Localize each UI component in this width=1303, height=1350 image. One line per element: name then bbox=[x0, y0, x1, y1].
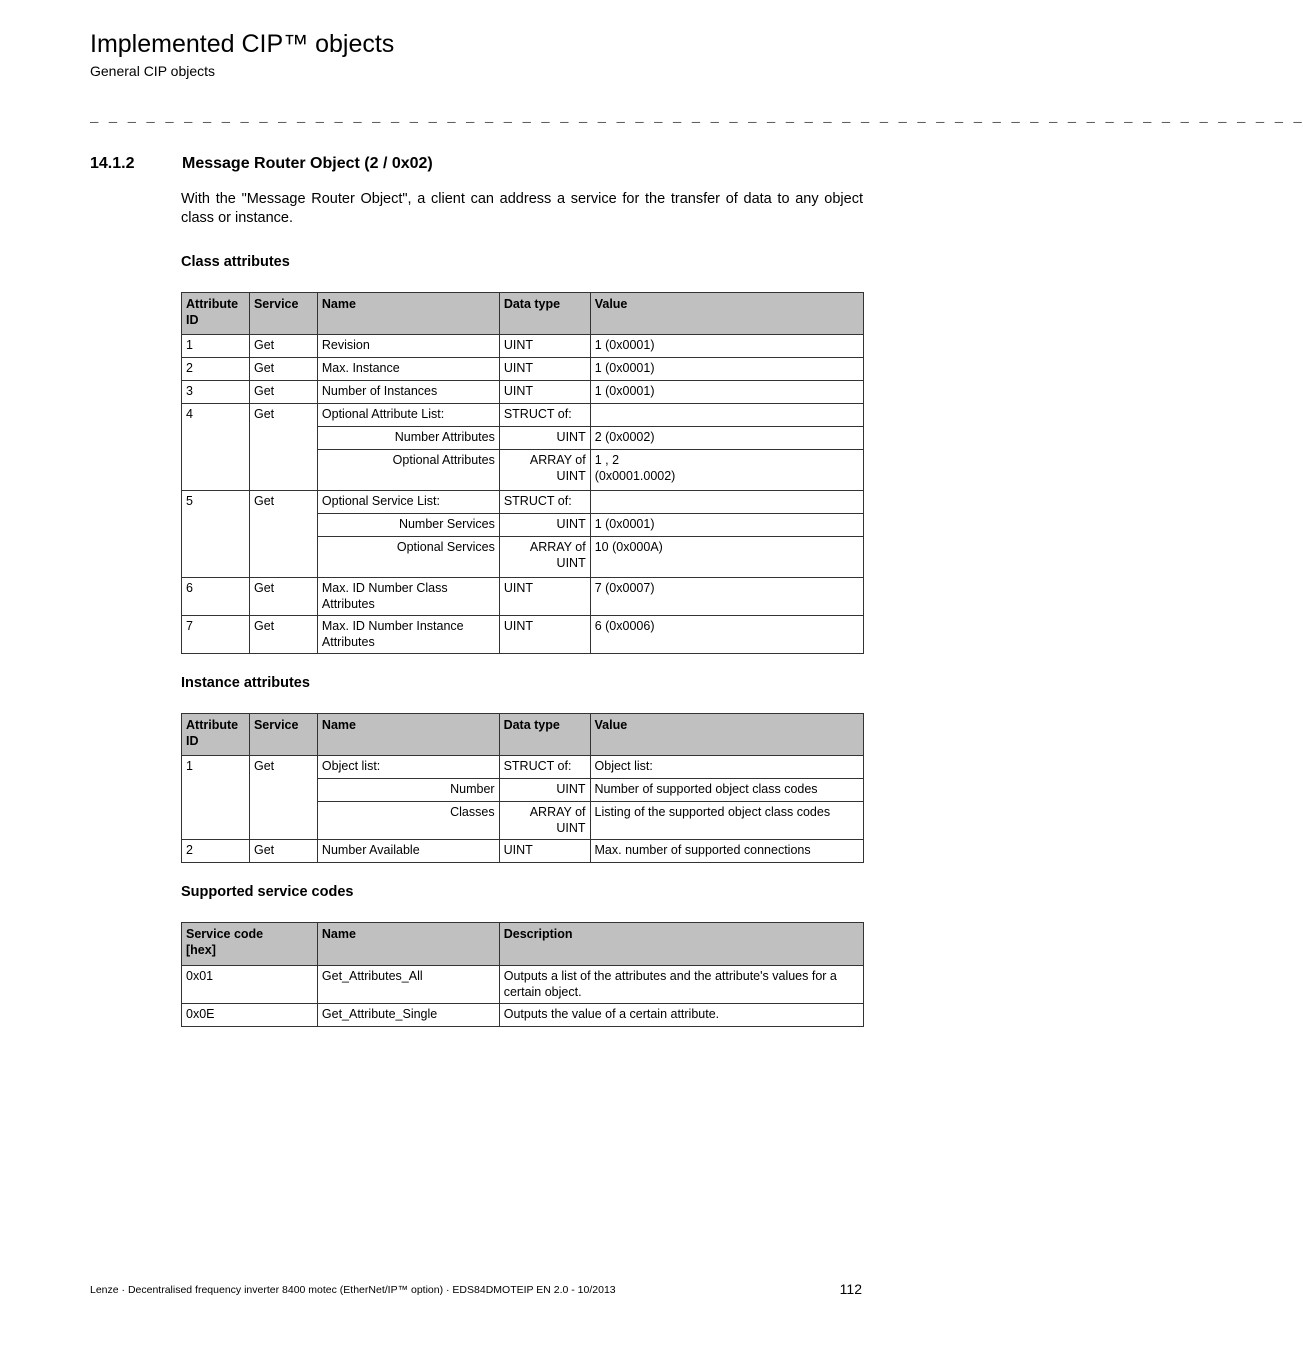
column-header: Data type bbox=[499, 714, 590, 756]
column-header: Data type bbox=[499, 293, 590, 335]
service-description: Outputs a list of the attributes and the attribute's values for a certain object. bbox=[499, 966, 863, 1004]
attribute-name: Optional Service List: bbox=[317, 491, 499, 514]
attribute-name: Optional Attribute List: bbox=[317, 404, 499, 427]
attribute-value: Number of supported object class codes bbox=[590, 779, 863, 802]
attribute-id: 6 bbox=[182, 578, 250, 616]
column-header: Attribute ID bbox=[182, 714, 250, 756]
column-header: Value bbox=[590, 714, 863, 756]
instance-attributes-heading: Instance attributes bbox=[181, 675, 310, 691]
service-description: Outputs the value of a certain attribute. bbox=[499, 1004, 863, 1027]
attribute-name: Number Available bbox=[317, 840, 499, 863]
service-code: 0x01 bbox=[182, 966, 318, 1004]
column-header: Name bbox=[317, 293, 499, 335]
service-codes-table bbox=[181, 922, 864, 1027]
attribute-id: 1 bbox=[182, 756, 250, 840]
column-header: Name bbox=[317, 923, 499, 966]
data-type: STRUCT of: bbox=[499, 404, 590, 427]
data-type: UINT bbox=[499, 358, 590, 381]
column-header: Service code [hex] bbox=[182, 923, 318, 966]
table-header-row bbox=[182, 923, 864, 966]
data-type: UINT bbox=[499, 779, 590, 802]
column-header: Value bbox=[590, 293, 863, 335]
service-codes-heading: Supported service codes bbox=[181, 884, 354, 900]
data-type: UINT bbox=[499, 381, 590, 404]
table-header-row bbox=[182, 293, 864, 335]
table-row bbox=[182, 966, 864, 1004]
attribute-name: Max. Instance bbox=[317, 358, 499, 381]
attribute-value: 1 (0x0001) bbox=[590, 381, 863, 404]
data-type: UINT bbox=[499, 578, 590, 616]
service: Get bbox=[249, 381, 317, 404]
attribute-value: Listing of the supported object class codes bbox=[590, 802, 863, 840]
column-header: Name bbox=[317, 714, 499, 756]
attribute-value bbox=[590, 491, 863, 514]
sub-attribute-name: Number Attributes bbox=[317, 427, 499, 450]
attribute-value: 1 , 2 (0x0001.0002) bbox=[590, 450, 863, 491]
data-type: ARRAY of UINT bbox=[499, 537, 590, 578]
sub-attribute-name: Number bbox=[317, 779, 499, 802]
service: Get bbox=[249, 616, 317, 654]
column-header: Attribute ID bbox=[182, 293, 250, 335]
data-type: UINT bbox=[499, 616, 590, 654]
attribute-id: 1 bbox=[182, 335, 250, 358]
section-title: Message Router Object (2 / 0x02) bbox=[182, 155, 433, 172]
column-header: Service bbox=[249, 293, 317, 335]
section-heading bbox=[90, 154, 433, 174]
class-attributes-table bbox=[181, 292, 864, 654]
attribute-name: Number of Instances bbox=[317, 381, 499, 404]
page-number: 112 bbox=[839, 1281, 862, 1297]
attribute-id: 3 bbox=[182, 381, 250, 404]
attribute-value: Object list: bbox=[590, 756, 863, 779]
data-type: STRUCT of: bbox=[499, 756, 590, 779]
attribute-value: Max. number of supported connections bbox=[590, 840, 863, 863]
service-name: Get_Attributes_All bbox=[317, 966, 499, 1004]
attribute-value: 1 (0x0001) bbox=[590, 358, 863, 381]
table-row bbox=[182, 756, 864, 779]
data-type: UINT bbox=[499, 427, 590, 450]
table-row bbox=[182, 381, 864, 404]
attribute-value: 6 (0x0006) bbox=[590, 616, 863, 654]
class-attributes-heading: Class attributes bbox=[181, 254, 290, 270]
service: Get bbox=[249, 840, 317, 863]
instance-attributes-table bbox=[181, 713, 864, 863]
separator-line: _ _ _ _ _ _ _ _ _ _ _ _ _ _ _ _ _ _ _ _ _ _ _ _ _ _ _ _ _ _ _ _ _ _ _ _ _ _ _ _ _ _ _ _ _ _ _ _ _ _ _ _ _ _ _ _ _ _ _ _ _ _ _ _ _ bbox=[90, 110, 1303, 126]
attribute-value: 1 (0x0001) bbox=[590, 514, 863, 537]
attribute-id: 4 bbox=[182, 404, 250, 491]
attribute-name: Revision bbox=[317, 335, 499, 358]
data-type: ARRAY of UINT bbox=[499, 802, 590, 840]
data-type: UINT bbox=[499, 514, 590, 537]
attribute-value: 7 (0x0007) bbox=[590, 578, 863, 616]
attribute-value bbox=[590, 404, 863, 427]
service: Get bbox=[249, 756, 317, 840]
sub-attribute-name: Classes bbox=[317, 802, 499, 840]
table-row bbox=[182, 358, 864, 381]
attribute-value: 2 (0x0002) bbox=[590, 427, 863, 450]
table-row bbox=[182, 1004, 864, 1027]
data-type: UINT bbox=[499, 335, 590, 358]
service-name: Get_Attribute_Single bbox=[317, 1004, 499, 1027]
service: Get bbox=[249, 404, 317, 491]
data-type: UINT bbox=[499, 840, 590, 863]
data-type: ARRAY of UINT bbox=[499, 450, 590, 491]
page-title: Implemented CIP™ objects bbox=[90, 30, 395, 58]
attribute-id: 2 bbox=[182, 358, 250, 381]
table-header-row bbox=[182, 714, 864, 756]
service: Get bbox=[249, 578, 317, 616]
attribute-id: 2 bbox=[182, 840, 250, 863]
table-row bbox=[182, 578, 864, 616]
attribute-id: 7 bbox=[182, 616, 250, 654]
section-number: 14.1.2 bbox=[90, 155, 135, 172]
table-row bbox=[182, 840, 864, 863]
service: Get bbox=[249, 335, 317, 358]
page-subtitle: General CIP objects bbox=[90, 63, 216, 79]
table-row bbox=[182, 616, 864, 654]
attribute-name: Max. ID Number Class Attributes bbox=[317, 578, 499, 616]
table-row bbox=[182, 404, 864, 427]
service: Get bbox=[249, 491, 317, 578]
footer-text: Lenze · Decentralised frequency inverter 8400 motec (EtherNet/IP™ option) · EDS84DMOTEIP EN 2.0 - 10/2013 bbox=[90, 1284, 616, 1296]
attribute-name: Max. ID Number Instance Attributes bbox=[317, 616, 499, 654]
sub-attribute-name: Optional Attributes bbox=[317, 450, 499, 491]
data-type: STRUCT of: bbox=[499, 491, 590, 514]
attribute-value: 10 (0x000A) bbox=[590, 537, 863, 578]
attribute-value: 1 (0x0001) bbox=[590, 335, 863, 358]
sub-attribute-name: Optional Services bbox=[317, 537, 499, 578]
attribute-id: 5 bbox=[182, 491, 250, 578]
sub-attribute-name: Number Services bbox=[317, 514, 499, 537]
service-code: 0x0E bbox=[182, 1004, 318, 1027]
service: Get bbox=[249, 358, 317, 381]
intro-paragraph: With the "Message Router Object", a client can address a service for the transfer of data to any object class or instance. bbox=[181, 191, 863, 226]
attribute-name: Object list: bbox=[317, 756, 499, 779]
table-row bbox=[182, 491, 864, 514]
column-header: Description bbox=[499, 923, 863, 966]
column-header: Service bbox=[249, 714, 317, 756]
table-row bbox=[182, 335, 864, 358]
